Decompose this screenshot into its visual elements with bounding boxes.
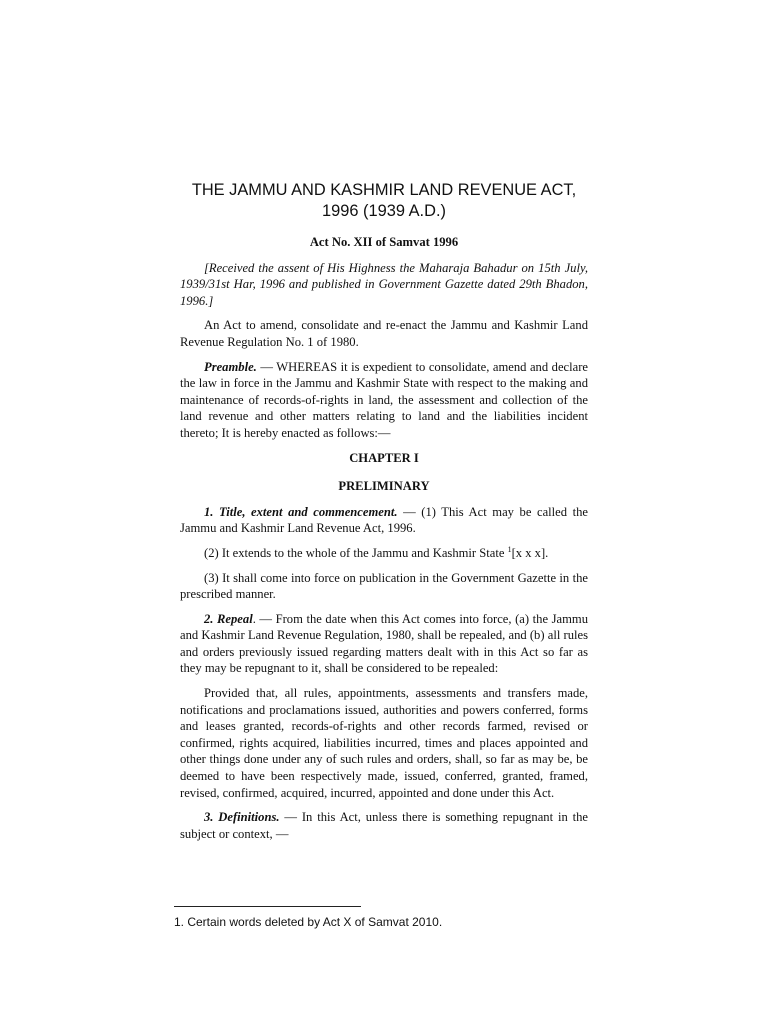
chapter-title: PRELIMINARY (338, 479, 430, 494)
section-2-heading: 2. Repeal (204, 611, 253, 626)
long-title: An Act to amend, consolidate and re-enact the Jammu and Kashmir Land Revenue Regulation No. 1 of 1980. (180, 318, 588, 349)
footnote-divider (174, 906, 361, 907)
section-1-paragraph (180, 504, 588, 537)
section-1-text: — (1) This Act may be called the Jammu and Kashmir Land Revenue Act, 1996. (180, 504, 588, 536)
section-2-proviso: Provided that, all rules, appointments, assessments and transfers made, notifications and proclamations issued, authorities and powers conferred, forms and leases granted, records-of-rights and other records farmed, revised or confirmed, rights acquired, liabilities incurred, times and places appointed and other things done under any of such rules and orders, shall, so far as may be, be deemed to have been respectively made, issued, conferred, granted, framed, revised, confirmed, acquired, incurred, appointed and done under this Act. (180, 686, 588, 800)
section-1-subsection-2 (180, 545, 588, 562)
act-number: Act No. XII of Samvat 1996 (309, 235, 459, 249)
section-3-paragraph (180, 809, 588, 842)
preamble-text: — WHEREAS it is expedient to consolidate, amend and declare the law in force in the Jammu and Kashmir State with respect to the making and maintenance of records-of-rights in land, the assessment and collection of the land revenue and other matters relating to land and the liabilities incident thereto; It is hereby enacted as follows:— (180, 359, 588, 440)
section-1-subsection-3: (3) It shall come into force on publication in the Government Gazette in the prescribed manner. (180, 570, 588, 602)
footnote-text: 1. Certain words deleted by Act X of Samvat 2010. (174, 915, 443, 929)
chapter-heading: CHAPTER I (349, 450, 419, 465)
title-line-1: THE JAMMU AND KASHMIR LAND REVENUE ACT, (191, 181, 577, 199)
subsection-2-text: (2) It extends to the whole of the Jammu and Kashmir State (204, 545, 508, 560)
preamble-label: Preamble. (204, 359, 257, 374)
preamble-paragraph (180, 359, 588, 442)
section-2-paragraph (180, 611, 588, 677)
section-3-heading: 3. Definitions. (204, 810, 280, 825)
section-2-text: . — From the date when this Act comes into force, (a) the Jammu and Kashmir Land Revenue Regulation, 1980, shall be repealed, and (b) all rules and orders previously issued regarding matters dealt with in this Act so far as they may be repugnant to it, shall be considered to be repealed: (180, 611, 588, 676)
page-title (180, 180, 588, 222)
title-line-2: 1996 (1939 A.D.) (322, 202, 446, 220)
subsection-2-omission: [x x x]. (511, 545, 549, 560)
assent-note: [Received the assent of His Highness the Maharaja Bahadur on 15th July, 1939/31st Har, 1996 and published in Government Gazette dated 29th Bhadon, 1996.] (180, 260, 588, 308)
section-3-text: — In this Act, unless there is something repugnant in the subject or context, — (180, 810, 588, 841)
document-body (180, 180, 588, 850)
section-1-heading: 1. Title, extent and commencement. (204, 504, 398, 519)
footnote-reference[interactable]: 1 (507, 544, 512, 554)
